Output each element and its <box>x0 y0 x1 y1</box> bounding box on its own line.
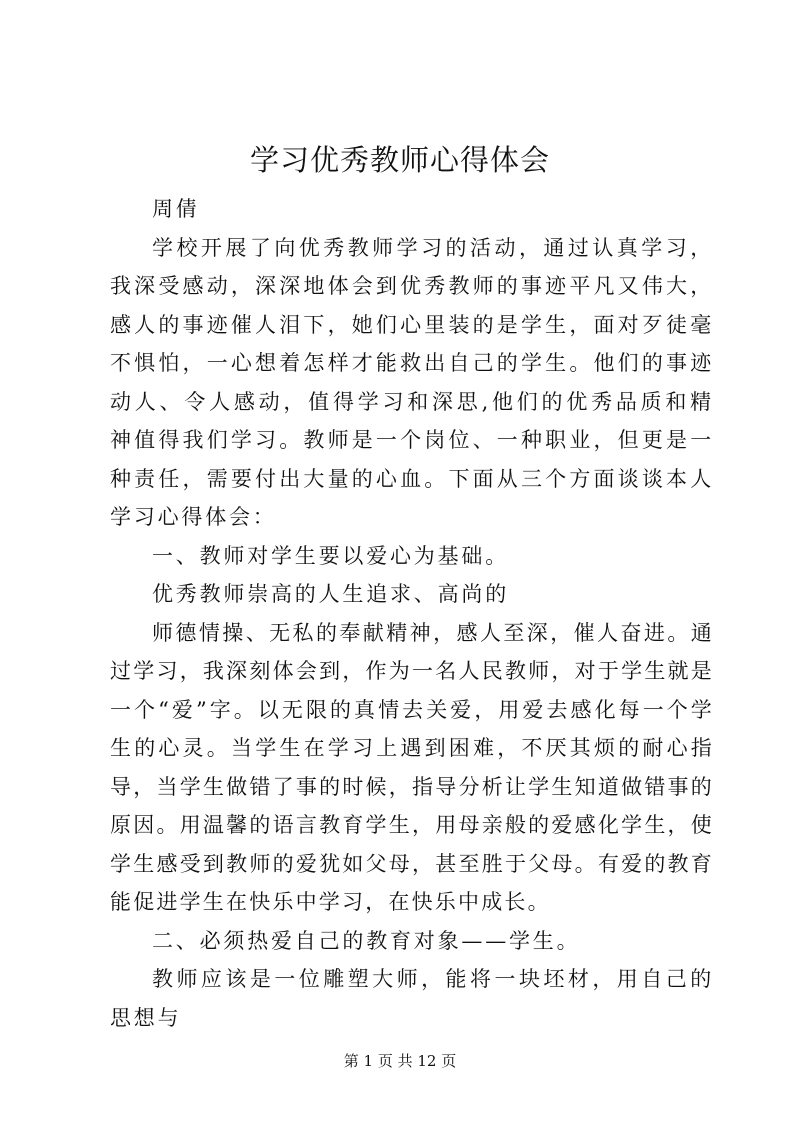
paragraph-sculptor: 教师应该是一位雕塑大师，能将一块坯材，用自己的思想与 <box>110 967 714 1030</box>
page-footer: 第 1 页 共 12 页 <box>343 1052 457 1070</box>
section-heading-2: 二、必须热爱自己的教育对象——学生。 <box>152 928 581 953</box>
document-body <box>110 190 714 1037</box>
paragraph-fragment: 优秀教师崇高的人生追求、高尚的 <box>152 582 509 606</box>
paragraph-intro: 学校开展了向优秀教师学习的活动，通过认真学习，我深受感动，深深地体会到优秀教师的事迹平凡又伟大，感人的事迹催人泪下，她们心里装的是学生，面对歹徒毫不惧怕，一心想着怎样才能救出自己的学生。他们的事迹动人、令人感动，值得学习和深思,他们的优秀品质和精神值得我们学习。教师是一个岗位、一种职业，但更是一种责任，需要付出大量的心血。下面从三个方面谈谈本人学习心得体会： <box>110 235 714 529</box>
paragraph-love: 师德情操、无私的奉献精神，感人至深，催人奋进。通过学习，我深刻体会到，作为一名人民教师，对于学生就是一个“爱”字。以无限的真情去关爱，用爱去感化每一个学生的心灵。当学生在学习上遇到困难，不厌其烦的耐心指导，当学生做错了事的时候，指导分析让学生知道做错事的原因。用温馨的语言教育学生，用母亲般的爱感化学生，使学生感受到教师的爱犹如父母，甚至胜于父母。有爱的教育能促进学生在快乐中学习，在快乐中成长。 <box>110 620 714 914</box>
author-line: 周倩 <box>152 197 200 221</box>
document-title: 学习优秀教师心得体会 <box>249 143 550 177</box>
section-heading-1: 一、教师对学生要以爱心为基础。 <box>152 543 509 568</box>
